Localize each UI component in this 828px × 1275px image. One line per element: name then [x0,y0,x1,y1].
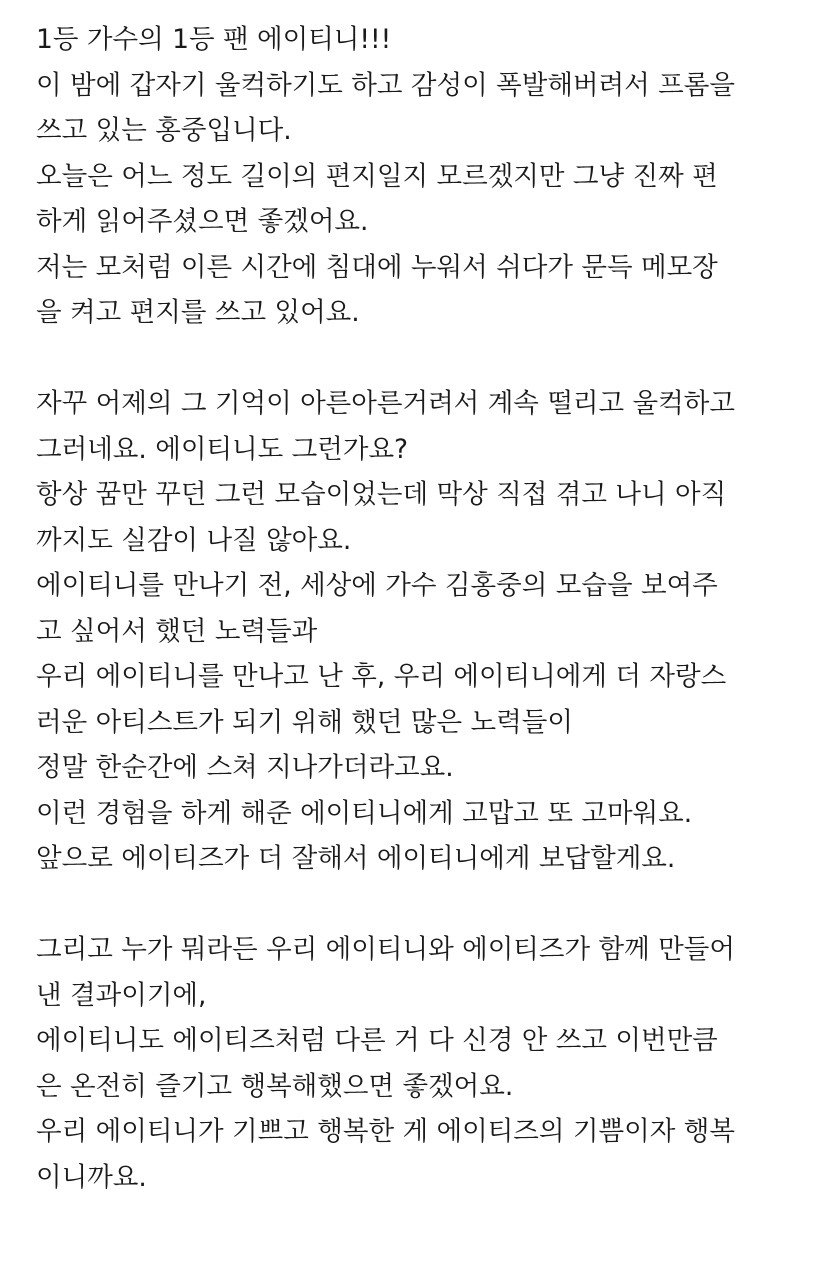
text-line: 정말 한순간에 스쳐 지나가더라고요. [36,752,454,783]
text-line: 앞으로 에이티즈가 더 잘해서 에이티니에게 보답할게요. [36,843,676,874]
text-line: 이니까요. [36,1161,147,1193]
text-line: 그리고 누가 뭐라든 우리 에이티니와 에이티즈가 함께 만들어 [36,934,735,965]
text-line: 러운 아티스트가 되기 위해 했던 많은 노력들이 [36,706,573,738]
text-line: 자꾸 어제의 그 기억이 아른아른거려서 계속 떨리고 울컥하고 [36,388,735,419]
text-line: 하게 읽어주셨으면 좋겠어요. [36,206,369,237]
text-line: 우리 에이티니를 만나고 난 후, 우리 에이티니에게 더 자랑스 [36,661,727,692]
text-line: 이런 경험을 하게 해준 에이티니에게 고맙고 또 고마워요. [36,797,693,829]
text-line: 고 싶어서 했던 노력들과 [36,615,318,647]
paragraph-3 [36,927,796,1200]
paragraph-1 [36,17,796,336]
paragraph-2 [36,381,796,882]
text-line: 오늘은 어느 정도 길이의 편지일지 모르겠지만 그냥 진짜 편 [36,160,718,192]
text-line: 저는 모처럼 이른 시간에 침대에 누워서 쉬다가 문득 메모장 [36,251,718,283]
text-line: 은 온전히 즐기고 행복해했으면 좋겠어요. [36,1070,514,1102]
text-line: 1등 가수의 1등 팬 에이티니!!! [36,24,392,55]
text-line: 에이티니를 만나기 전, 세상에 가수 김홍중의 모습을 보여주 [36,570,718,601]
text-line: 그러네요. 에이티니도 그런가요? [36,433,409,465]
text-line: 을 켜고 편지를 쓰고 있어요. [36,297,360,328]
text-line: 쓰고 있는 홍중입니다. [36,115,292,146]
paragraph-gap [36,882,796,928]
text-line: 낸 결과이기에, [36,979,207,1011]
text-line: 항상 꿈만 꾸던 그런 모습이었는데 막상 직접 겪고 나니 아직 [36,479,727,510]
text-line: 우리 에이티니가 기쁘고 행복한 게 에이티즈의 기쁨이자 행복 [36,1116,735,1147]
letter-body [36,17,796,1200]
paragraph-gap [36,336,796,382]
text-line: 에이티니도 에이티즈처럼 다른 거 다 신경 안 쓰고 이번만큼 [36,1025,718,1056]
text-line: 이 밤에 갑자기 울컥하기도 하고 감성이 폭발해버려서 프롬을 [36,69,735,101]
text-line: 까지도 실감이 나질 않아요. [36,524,352,556]
